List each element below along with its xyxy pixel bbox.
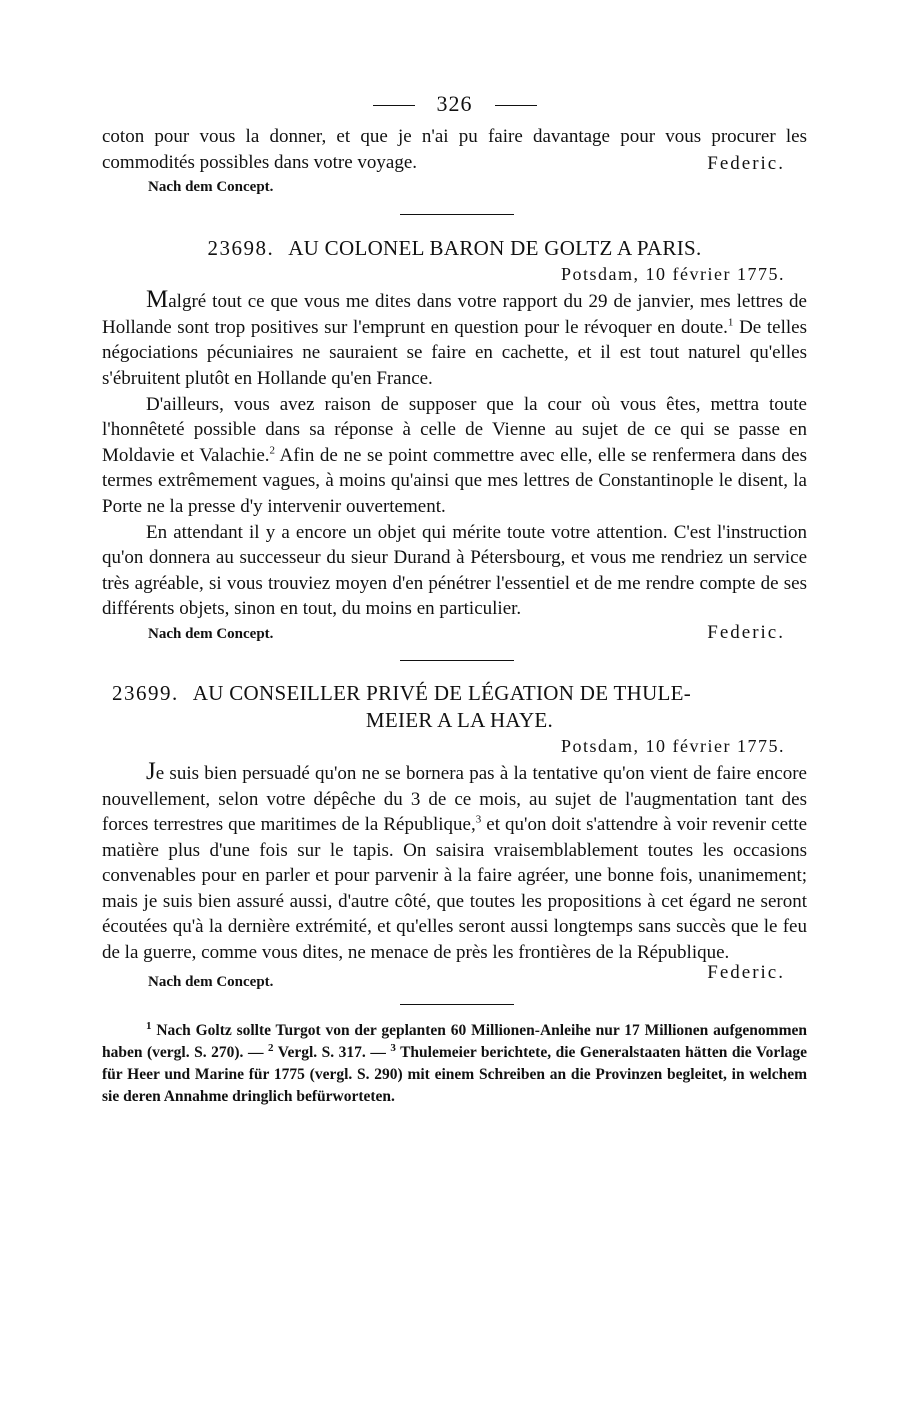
letter-23699-closing: [102, 961, 807, 996]
footnote-ref-2: 2: [269, 444, 275, 457]
letter-23698-dateline: Potsdam, 10 février 1775.: [561, 264, 785, 285]
letter-23698-para1-text: Malgré tout ce que vous me dites dans votre rapport du 29 de janvier, mes lettres de Hollande sont trop positives sur l'emprunt en question pour le révoquer en doute.: [102, 286, 807, 338]
separator-line: [400, 214, 514, 215]
page-number: 326: [436, 91, 473, 116]
letter-23699-heading: [102, 680, 807, 734]
separator-line: [400, 660, 514, 661]
page-header: [102, 84, 807, 124]
footnote-1: Nach Goltz sollte Turgot von der geplanten 60 Millionen-Anleihe nur 17 Millionen aufgenommen haben (vergl. S. 270). —: [102, 1021, 807, 1061]
footnote-ref-3: 3: [475, 813, 482, 826]
footnote-block: [102, 1020, 807, 1108]
letter-23698-closing: [102, 622, 807, 650]
letter-23698-number: 23698.: [207, 236, 275, 261]
letter-23698-paragraph-1: [102, 287, 807, 391]
separator-line: [400, 1004, 514, 1005]
letter-23699-title-line-1: AU CONSEILLER PRIVÉ DE LÉGATION DE THULE-: [192, 680, 692, 705]
header-dash-right: [495, 105, 537, 106]
letter-23698-heading: [102, 235, 807, 262]
letter-23698-title: AU COLONEL BARON DE GOLTZ A PARIS.: [288, 236, 702, 261]
letter-23698-signature: Federic.: [707, 621, 785, 643]
footnote-3: Thulemeier berichtete, die Generalstaaten hätten die Vorlage für Heer und Marine für 1775 (vergl. S. 290) mit einem Schreiben an die Provinzen begleitet, in welchem sie deren Annahme dringlich befürworteten.: [102, 1043, 807, 1105]
letter-23699-paragraph-1: [102, 759, 807, 966]
letter-23699-para1-text: Je suis bien persuadé qu'on ne se bornera pas à la tentative qu'on vient de faire encore nouvellement, selon votre dépêche du 3 de ce mois, au sujet de l'augmentation tant des forces terrestres que maritimes de la République,: [102, 757, 807, 836]
prev-letter-concept: Nach dem Concept.: [148, 179, 274, 196]
letter-23698-paragraph-2: [102, 392, 807, 520]
header-dash-left: [373, 105, 415, 106]
prev-letter-signature: Federic.: [707, 153, 785, 175]
footnote-mark-1: 1: [146, 1019, 152, 1032]
letter-23698-para1-text-b: De telles négociations pécuniaires ne sauraient se faire en cachette, et il est tout naturel qu'elles s'ébruitent plutôt en Hollande qu'en France.: [102, 316, 807, 389]
footnote-ref-1: 1: [727, 316, 734, 329]
footnote-mark-2: 2: [267, 1041, 274, 1054]
letter-23698-paragraph-3: En attendant il y a encore un objet qui mérite toute votre attention. C'est l'instruction qu'on donnera au successeur du sieur Durand à Pétersbourg, et vous me rendriez un service très agréable, si vous trouviez moyen d'en pénétrer l'essentiel et de me rendre compte de ses différents objets, sinon en tout, du moins en particulier.: [102, 521, 807, 620]
letter-23698-concept: Nach dem Concept.: [148, 625, 274, 642]
footnote-mark-3: 3: [390, 1041, 396, 1054]
letter-23698-para2-text-b: Afin de ne se point commettre avec elle, elle se renfermera dans des termes extrêmement vagues, à moins qu'ainsi que mes lettres de Constantinople le disent, la Porte ne la presse d'y intervenir ouvertement.: [102, 444, 807, 517]
letter-23699-para1-text-b: et qu'on doit s'attendre à voir revenir cette matière plus d'une fois sur le tapis. On saisira vraisemblablement toutes les occasions convenables pour en parler et pour parvenir à la faire agréer, une bonne fois, unanimement; mais je suis bien assuré aussi, d'autre côté, que toutes les propositions à cet égard ne seront écoutées qu'à la dernière extrémité, et qu'elles seront aussi longtemps sans succès que le feu de la guerre, comme vous dites, ne menace de près les frontières de la République.: [102, 814, 807, 964]
prev-letter-closing: [102, 153, 807, 203]
letter-23699-number: 23699.: [112, 680, 179, 705]
letter-23699-dateline: Potsdam, 10 février 1775.: [561, 735, 785, 756]
separator-rule-3: [102, 996, 807, 1014]
separator-rule-1: [102, 203, 807, 225]
footnotes: [102, 1020, 807, 1108]
separator-rule-2: [102, 650, 807, 672]
document-page: [102, 84, 807, 1108]
prev-letter-text: coton pour vous la donner, et que je n'ai pu faire davantage pour vous procurer les commodités possibles dans votre voyage.: [102, 126, 807, 173]
letter-23699-concept: Nach dem Concept.: [148, 973, 274, 990]
footnote-2: Vergl. S. 317. —: [273, 1043, 391, 1061]
letter-23698-para2-text: D'ailleurs, vous avez raison de supposer que la cour où vous êtes, mettra toute l'honnêteté possible dans sa réponse à celle de Vienne au sujet de ce qui se passe en Moldavie et Valachie.: [102, 393, 807, 466]
letter-23699-title-line-2: MEIER A LA HAYE.: [365, 707, 554, 732]
letter-23699-signature: Federic.: [707, 961, 785, 983]
